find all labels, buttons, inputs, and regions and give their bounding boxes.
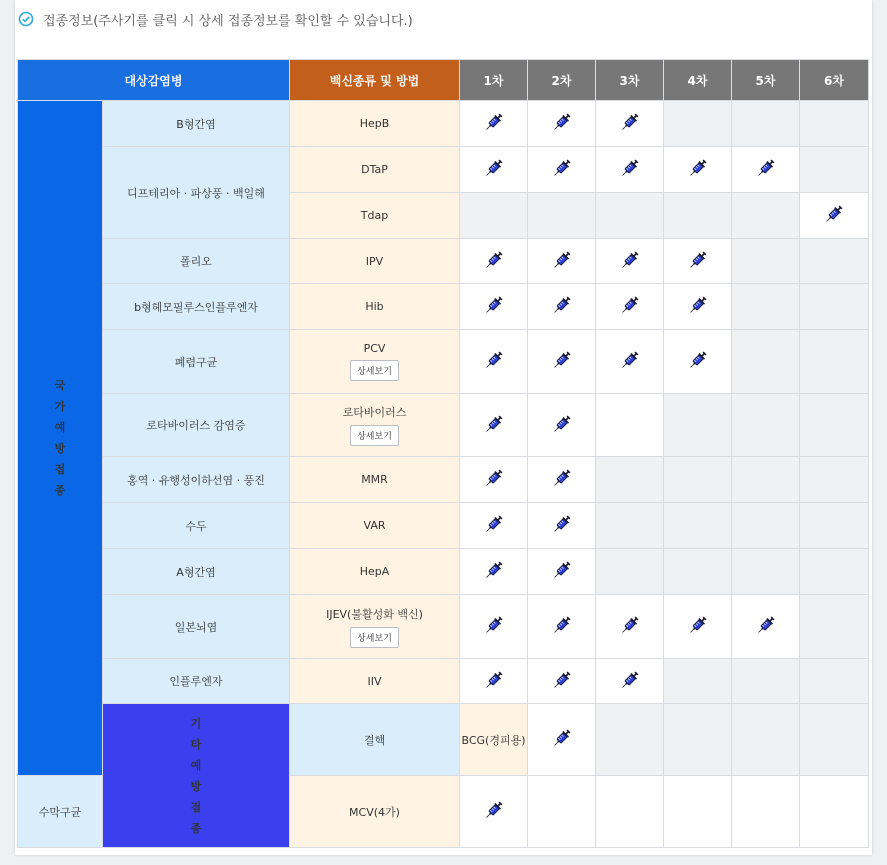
- disease-cell: 홍역 · 유행성이하선염 · 풍진: [103, 457, 290, 503]
- dose-cell-5: [732, 330, 800, 394]
- dose-cell-6: [800, 595, 869, 659]
- disease-cell: 로타바이러스 감염증: [103, 394, 290, 457]
- dose-cell-3: [596, 394, 664, 457]
- dose-cell-1[interactable]: [460, 503, 528, 549]
- dose-cell-1[interactable]: [460, 659, 528, 704]
- vaccine-cell: [290, 776, 460, 848]
- category-letter: 예: [54, 421, 66, 434]
- dose-cell-6: [800, 284, 869, 330]
- syringe-icon[interactable]: [688, 261, 708, 274]
- category-national: [18, 101, 103, 776]
- dose-cell-1[interactable]: [460, 776, 528, 848]
- syringe-icon[interactable]: [688, 306, 708, 319]
- vaccine-name: Tdap: [360, 209, 389, 222]
- syringe-icon[interactable]: [484, 479, 504, 492]
- category-other: [103, 704, 290, 848]
- syringe-icon[interactable]: [552, 571, 572, 584]
- category-letter: 접: [54, 463, 66, 476]
- dose-cell-6: [800, 659, 869, 704]
- notice-bar: [15, 4, 872, 34]
- syringe-icon[interactable]: [552, 525, 572, 538]
- disease-cell: 인플루엔자: [103, 659, 290, 704]
- dose-cell-2[interactable]: [528, 394, 596, 457]
- vaccine-name: 로타바이러스: [342, 406, 407, 419]
- vaccine-name: PCV: [363, 342, 386, 355]
- dose-cell-1[interactable]: [460, 147, 528, 193]
- dose-cell-5: [732, 776, 800, 848]
- dose-cell-1[interactable]: [528, 704, 596, 776]
- dose-cell-4: [664, 503, 732, 549]
- vaccine-cell: [290, 595, 460, 659]
- dose-cell-3: [596, 549, 664, 595]
- dose-cell-2[interactable]: [528, 595, 596, 659]
- dose-cell-1[interactable]: [460, 595, 528, 659]
- dose-cell-2[interactable]: [528, 659, 596, 704]
- dose-cell-6: [800, 147, 869, 193]
- dose-cell-2[interactable]: [528, 330, 596, 394]
- dose-cell-3: [664, 704, 732, 776]
- dose-cell-4: [664, 659, 732, 704]
- table-row: [18, 549, 869, 595]
- disease-cell: B형간염: [103, 101, 290, 147]
- disease-cell: 수막구균: [18, 776, 103, 848]
- header-row: [18, 60, 869, 101]
- syringe-icon[interactable]: [552, 169, 572, 182]
- syringe-icon[interactable]: [484, 626, 504, 639]
- dose-cell-4[interactable]: [664, 239, 732, 284]
- disease-cell: 일본뇌염: [103, 595, 290, 659]
- header-dose-4: 4차: [664, 60, 732, 101]
- syringe-icon[interactable]: [688, 169, 708, 182]
- syringe-icon[interactable]: [756, 626, 776, 639]
- syringe-icon[interactable]: [552, 306, 572, 319]
- dose-cell-2[interactable]: [528, 147, 596, 193]
- dose-cell-3[interactable]: [596, 147, 664, 193]
- table-row: [18, 457, 869, 503]
- vaccine-cell: [290, 659, 460, 704]
- dose-cell-5: [732, 101, 800, 147]
- detail-button-je[interactable]: 상세보기: [350, 627, 399, 648]
- table-row: [18, 239, 869, 284]
- dose-cell-6: [800, 503, 869, 549]
- vaccine-cell: [290, 549, 460, 595]
- dose-cell-6: [800, 394, 869, 457]
- syringe-icon[interactable]: [552, 123, 572, 136]
- detail-button-rota[interactable]: 상세보기: [350, 425, 399, 446]
- dose-cell-1[interactable]: [460, 284, 528, 330]
- dose-cell-2[interactable]: [528, 101, 596, 147]
- vaccine-cell: [290, 503, 460, 549]
- dose-cell-2[interactable]: [528, 549, 596, 595]
- vaccine-cell: [290, 330, 460, 394]
- category-letter: 예: [190, 758, 202, 772]
- syringe-icon[interactable]: [484, 525, 504, 538]
- dose-cell-2[interactable]: [528, 239, 596, 284]
- vaccine-cell: [290, 284, 460, 330]
- header-dose-2: 2차: [528, 60, 596, 101]
- vaccine-cell: [290, 457, 460, 503]
- dose-cell-5: [732, 549, 800, 595]
- syringe-icon[interactable]: [620, 169, 640, 182]
- syringe-icon[interactable]: [552, 626, 572, 639]
- dose-cell-3: [596, 457, 664, 503]
- category-letter: 방: [190, 779, 202, 793]
- category-letter: 종: [54, 484, 66, 497]
- dose-cell-3[interactable]: [596, 284, 664, 330]
- syringe-icon[interactable]: [824, 215, 844, 228]
- dose-cell-1: [460, 193, 528, 239]
- dose-cell-3: [596, 776, 664, 848]
- table-row: [18, 704, 869, 776]
- dose-cell-5[interactable]: [732, 147, 800, 193]
- disease-cell: A형간염: [103, 549, 290, 595]
- category-letter: 방: [54, 442, 66, 455]
- table-row: [18, 147, 869, 193]
- syringe-icon[interactable]: [620, 123, 640, 136]
- vaccine-cell: [460, 704, 528, 776]
- dose-cell-4: [664, 549, 732, 595]
- dose-cell-5: [732, 457, 800, 503]
- syringe-icon[interactable]: [484, 361, 504, 374]
- header-dose-3: 3차: [596, 60, 664, 101]
- header-dose-6: 6차: [800, 60, 869, 101]
- dose-cell-1[interactable]: [460, 101, 528, 147]
- table-row: [18, 394, 869, 457]
- dose-cell-3[interactable]: [596, 101, 664, 147]
- vaccine-name: MCV(4가): [349, 805, 400, 819]
- vaccine-cell: [290, 193, 460, 239]
- dose-cell-5: [800, 704, 869, 776]
- disease-cell: b형헤모필루스인플루엔자: [103, 284, 290, 330]
- disease-cell: 디프테리아 · 파상풍 · 백일해: [103, 147, 290, 239]
- disease-cell: 폐렴구균: [103, 330, 290, 394]
- dose-cell-5: [732, 239, 800, 284]
- syringe-icon[interactable]: [552, 261, 572, 274]
- vaccine-name: IIV: [367, 674, 382, 688]
- category-letter: 가: [54, 400, 66, 413]
- dose-cell-6: [800, 239, 869, 284]
- dose-cell-4: [664, 394, 732, 457]
- syringe-icon[interactable]: [620, 306, 640, 319]
- table-row: [18, 659, 869, 704]
- dose-cell-4: [664, 101, 732, 147]
- dose-cell-1[interactable]: [460, 330, 528, 394]
- dose-cell-3: [596, 193, 664, 239]
- vaccine-name: DTaP: [361, 163, 388, 176]
- dose-cell-4[interactable]: [664, 330, 732, 394]
- detail-button-pcv[interactable]: 상세보기: [350, 360, 399, 381]
- dose-cell-3[interactable]: [596, 330, 664, 394]
- vaccine-cell: [290, 394, 460, 457]
- dose-cell-6: [800, 330, 869, 394]
- table-row: [18, 101, 869, 147]
- dose-cell-6[interactable]: [800, 193, 869, 239]
- vaccination-card: [15, 0, 872, 855]
- vaccine-cell: [290, 101, 460, 147]
- dose-cell-1[interactable]: [460, 549, 528, 595]
- dose-cell-5[interactable]: [732, 595, 800, 659]
- dose-cell-4: [732, 704, 800, 776]
- dose-cell-1[interactable]: [460, 394, 528, 457]
- syringe-icon[interactable]: [620, 626, 640, 639]
- syringe-icon[interactable]: [484, 811, 504, 824]
- syringe-icon[interactable]: [484, 169, 504, 182]
- dose-cell-5: [732, 659, 800, 704]
- dose-cell-4[interactable]: [664, 284, 732, 330]
- syringe-icon[interactable]: [552, 361, 572, 374]
- vaccine-name: HepA: [359, 565, 390, 578]
- dose-cell-6: [800, 549, 869, 595]
- dose-cell-2: [596, 704, 664, 776]
- dose-cell-4: [664, 457, 732, 503]
- dose-cell-4[interactable]: [664, 147, 732, 193]
- header-dose-5: 5차: [732, 60, 800, 101]
- dose-cell-3[interactable]: [596, 659, 664, 704]
- header-dose-1: 1차: [460, 60, 528, 101]
- dose-cell-3[interactable]: [596, 239, 664, 284]
- category-letter: 기: [190, 716, 202, 730]
- category-letter: 종: [190, 821, 202, 835]
- syringe-icon[interactable]: [484, 681, 504, 694]
- syringe-icon[interactable]: [620, 261, 640, 274]
- vaccine-name: VAR: [363, 519, 386, 532]
- dose-cell-3: [596, 503, 664, 549]
- vaccine-name: IPV: [365, 254, 384, 268]
- vaccine-cell: [290, 147, 460, 193]
- dose-cell-2: [528, 776, 596, 848]
- syringe-icon[interactable]: [620, 681, 640, 694]
- dose-cell-2: [528, 193, 596, 239]
- syringe-icon[interactable]: [484, 123, 504, 136]
- syringe-icon[interactable]: [552, 425, 572, 438]
- vaccine-name: BCG(경피용): [461, 733, 526, 747]
- vaccination-table: [17, 59, 869, 848]
- table-row: [18, 503, 869, 549]
- dose-cell-2[interactable]: [528, 503, 596, 549]
- dose-cell-6: [800, 457, 869, 503]
- disease-cell: 수두: [103, 503, 290, 549]
- dose-cell-5: [732, 284, 800, 330]
- table-row: [18, 595, 869, 659]
- vaccine-name: HepB: [359, 117, 390, 130]
- dose-cell-4: [664, 776, 732, 848]
- disease-cell: 폴리오: [103, 239, 290, 284]
- syringe-icon[interactable]: [688, 626, 708, 639]
- dose-cell-5: [732, 394, 800, 457]
- syringe-icon[interactable]: [620, 361, 640, 374]
- table-row: [18, 284, 869, 330]
- vaccine-name: Hib: [365, 300, 384, 313]
- dose-cell-4: [664, 193, 732, 239]
- syringe-icon[interactable]: [484, 306, 504, 319]
- syringe-icon[interactable]: [552, 479, 572, 492]
- disease-cell: 결핵: [290, 704, 460, 776]
- vaccine-name: IJEV(불활성화 백신): [326, 607, 423, 621]
- dose-cell-1[interactable]: [460, 457, 528, 503]
- dose-cell-4[interactable]: [664, 595, 732, 659]
- dose-cell-5: [732, 193, 800, 239]
- syringe-icon[interactable]: [484, 261, 504, 274]
- dose-cell-6: [800, 101, 869, 147]
- category-letter: 국: [54, 379, 66, 392]
- vaccine-cell: [290, 239, 460, 284]
- header-vaccine: 백신종류 및 방법: [290, 60, 460, 101]
- syringe-icon[interactable]: [756, 169, 776, 182]
- syringe-icon[interactable]: [552, 739, 572, 752]
- check-circle-icon: [17, 10, 35, 28]
- syringe-icon[interactable]: [484, 425, 504, 438]
- dose-cell-2[interactable]: [528, 284, 596, 330]
- table-row: [18, 330, 869, 394]
- syringe-icon[interactable]: [484, 571, 504, 584]
- header-target: 대상감염병: [18, 60, 290, 101]
- dose-cell-1[interactable]: [460, 239, 528, 284]
- syringe-icon[interactable]: [552, 681, 572, 694]
- dose-cell-6: [800, 776, 869, 848]
- dose-cell-2[interactable]: [528, 457, 596, 503]
- vaccine-name: MMR: [361, 473, 388, 486]
- category-letter: 접: [190, 800, 202, 814]
- syringe-icon[interactable]: [688, 361, 708, 374]
- dose-cell-5: [732, 503, 800, 549]
- notice-text: 접종정보(주사기를 클릭 시 상세 접종정보를 확인할 수 있습니다.): [43, 13, 413, 29]
- dose-cell-3[interactable]: [596, 595, 664, 659]
- category-letter: 타: [190, 737, 202, 751]
